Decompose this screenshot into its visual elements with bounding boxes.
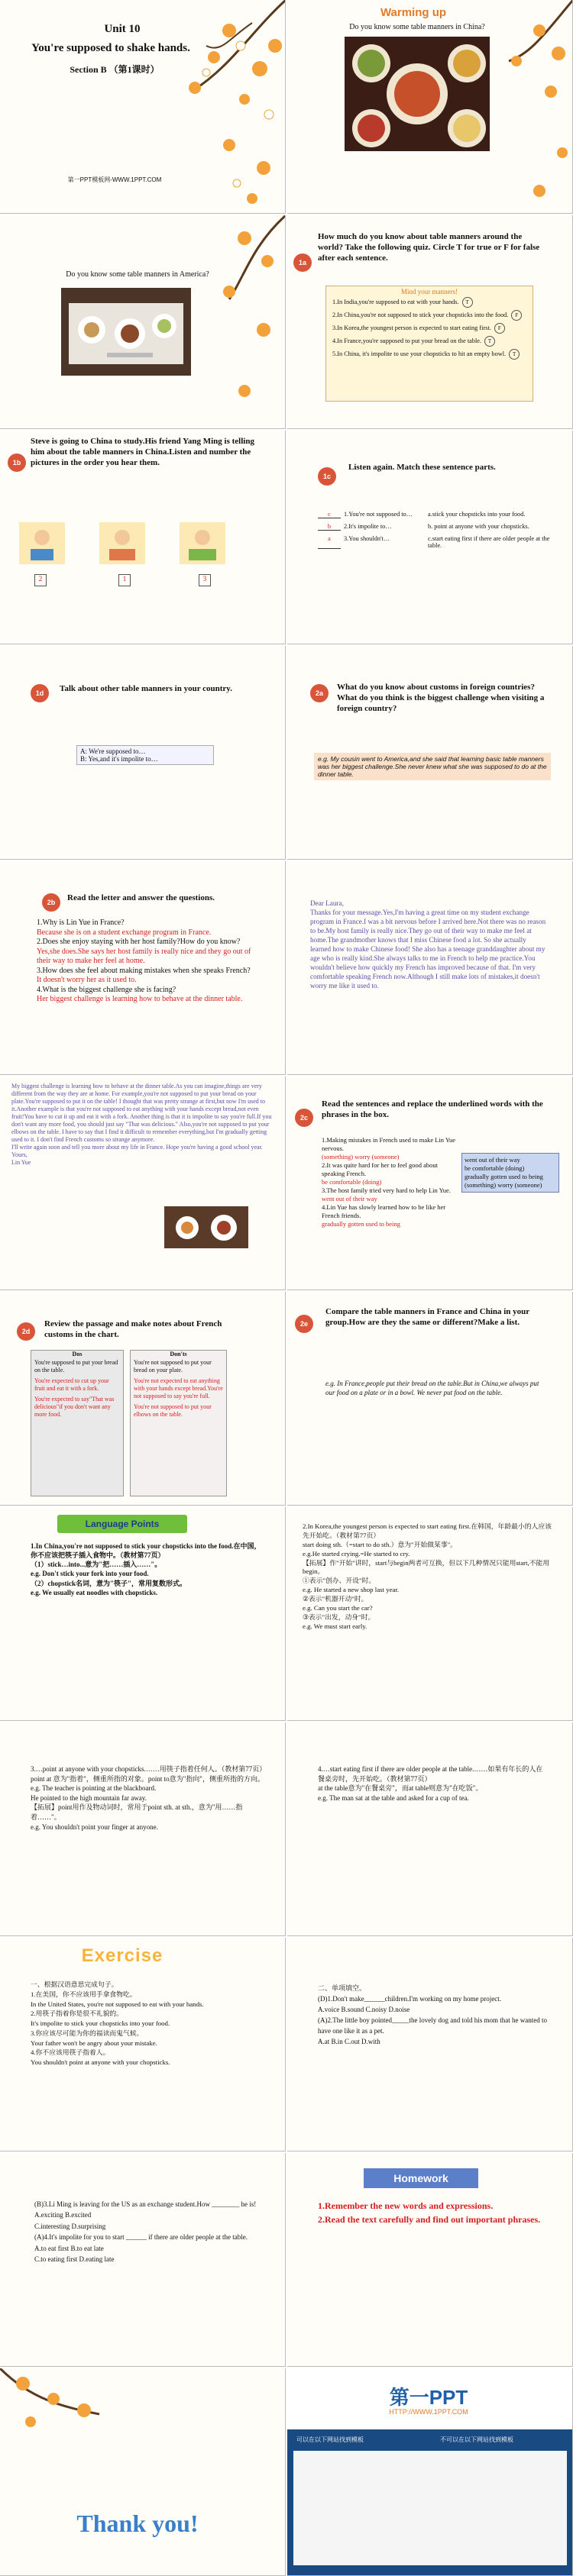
box-phrase: be comfortable (doing) xyxy=(465,1164,525,1173)
replacement-phrase: went out of their way xyxy=(322,1195,377,1203)
activity-tag: 1b xyxy=(8,454,26,472)
dos-column xyxy=(31,1350,124,1496)
question: 1.Why is Lin Yue in France? xyxy=(37,918,125,927)
match-right: c.start eating first if there are older people at the table. xyxy=(428,535,550,549)
quiz-heading: Mind your manners! xyxy=(401,288,458,295)
dialog-line-a: A: We're supposed to… xyxy=(80,747,146,755)
quiz-item-text: 2.In China,you're not supposed to stick your chopsticks into the food. xyxy=(332,312,509,318)
donts-column xyxy=(130,1350,227,1496)
language-points-banner: Language Points xyxy=(57,1515,187,1533)
dinner-photo xyxy=(164,1206,248,1248)
western-dinner-photo xyxy=(61,288,191,376)
answer: Because she is on a student exchange program in France. xyxy=(37,928,212,937)
homework-banner: Homework xyxy=(364,2168,478,2188)
slide-america-manners xyxy=(0,215,286,429)
activity-tag: 1a xyxy=(293,253,312,272)
donts-heading: Don'ts xyxy=(170,1351,187,1357)
link-list-panel xyxy=(293,2451,567,2565)
letter-text: Dear Laura, Thanks for your message.Yes,I'm having a great time on my student exchange program in France.I was a bit nervous before I arrived here.Not there was no reason to be.My host family is really nice.They go out of their way to make me feel at home.The grandmother knows that I miss Chinese food a lot. So she actually learned how to make Chinese food! She also has a teenage granddaughter about my age who is really kind.She always talks to me in French to help me practice.You wouldn't believe how quickly my French has improved because of that. I'm very comfortable speaking French now.Although I still make lots of mistakes,it doesn't worry me like it used to. xyxy=(310,899,546,989)
true-false-mark[interactable]: T xyxy=(484,336,495,347)
slide-language-points-2 xyxy=(287,1507,573,1721)
slide-exercise-2 xyxy=(287,1938,573,2152)
blossom-decoration xyxy=(0,2368,286,2576)
activity-instruction: Review the passage and make notes about French customs in the chart. xyxy=(44,1319,222,1339)
exercise-banner: Exercise xyxy=(81,1945,163,1966)
activity-instruction: Compare the table manners in France and China in your group.How are they the same or different?Make a list. xyxy=(325,1307,529,1327)
chinese-dishes-photo xyxy=(345,37,490,151)
dos-heading: Dos xyxy=(72,1351,83,1357)
replacement-phrase: (something) worry (someone) xyxy=(322,1153,400,1161)
question-text: Do you know some table manners in China? xyxy=(349,23,485,31)
quiz-item xyxy=(332,336,526,347)
match-table xyxy=(318,511,562,554)
match-left: 1.You're not supposed to… xyxy=(344,511,413,518)
activity-tag: 2a xyxy=(310,684,329,702)
point-text: 4.…start eating first if there are older people at the table.……如果有年长的人在餐桌旁时，先开始吃。（教材第77页） at the table意为"在餐桌旁"，而at table则意为"在吃饭"。 e.g. The man sat at the table and asked for a cup of tea. xyxy=(318,1765,543,1802)
true-false-mark[interactable]: T xyxy=(509,349,520,360)
answer: It doesn't worry her as it used to. xyxy=(37,976,137,984)
sentence: 1.Making mistakes in French used to make Lin Yue nervous. xyxy=(322,1136,456,1153)
activity-tag: 2e xyxy=(295,1315,313,1333)
replacement-phrase: gradually gotten used to being xyxy=(322,1220,400,1228)
quiz-item-text: 3.In Korea,the youngest person is expected to start eating first. xyxy=(332,324,491,331)
question: 4.What is the biggest challenge she is facing? xyxy=(37,985,176,994)
unit-label: Unit 10 xyxy=(104,23,141,35)
site-logo: 第一PPT xyxy=(389,2386,468,2409)
quiz-item xyxy=(332,310,526,321)
right-heading: 不可以在以下网站找到模板 xyxy=(440,2436,513,2443)
phrase-box xyxy=(461,1153,559,1193)
dialog-line-b: B: Yes,and it's impolite to… xyxy=(80,755,158,763)
quiz-list xyxy=(326,295,533,363)
picture-number-2: 1 xyxy=(118,574,131,586)
quiz-box xyxy=(325,286,533,402)
picture-number-1: 2 xyxy=(34,574,47,586)
point-text: 2.In Korea,the youngest person is expected to start eating first.在韩国，年龄最小的人应该先开始吃。（教材第77页） start doing sth.（=start to do sth.）意为"开始做某事"。 e.g.He started crying.=He started to cry. 【拓展】作"开始"讲时，start与begin两者可互换，但以下几种情况只能用start,不能用begin。 ①表示"创办、开设"时。 e.g. He started a new shop last year. ②表示"机器开动"时。 e.g. Can you start the car? ③表示"出发，动身"时。 e.g. We must start early. xyxy=(303,1522,552,1630)
slide-exercise-1 xyxy=(0,1938,286,2152)
slide-language-points-4 xyxy=(287,1722,573,1936)
donts-item-1: You're not supposed to put your bread on your plate. xyxy=(134,1359,212,1374)
activity-tag: 2c xyxy=(295,1109,313,1127)
dos-item-1: You're supposed to put your bread on the table. xyxy=(34,1359,118,1374)
activity-instruction: Listen again. Match these sentence parts. xyxy=(348,463,496,472)
example-box: e.g. My cousin went to America,and she said that learning basic table manners was her biggest challenge.She never knew what she was supposed to do at the dinner table. xyxy=(314,753,551,780)
slide-1d-talk xyxy=(0,646,286,860)
slide-letter-part1 xyxy=(287,861,573,1075)
slide-thank-you xyxy=(0,2368,286,2576)
box-phrase: (something) worry (someone) xyxy=(465,1181,542,1190)
match-row xyxy=(318,535,562,549)
letter-text: My biggest challenge is learning how to behave at the dinner table.As you can imagine,things are very different from the way they are at home. For example,you're not supposed to put your bread on your plate.You're supposed to put it on the table! I thought that was pretty strange at first,but now I'm used to it.Another example is that you're not supposed to eat anything with your hands except bread,not even fruit!You have to cut it up and eat it with a fork. Another thing is that it is impolite to say you're full.If you don't want any more food, you should just say "That was delicious." Also,you're not supposed to put your elbows on the table. I have to say that I find it difficult to remember everything,but I'm gradually getting used to it. I don't find French customs so strange anymore. I'll write again soon and tell you more about my life in France. Hope you're having a good school year. Yours, Lin Yue xyxy=(11,1083,272,1166)
activity-instruction: How much do you know about table manners around the world? Take the following quiz. Circle T for true or F for false after each sentence. xyxy=(318,232,540,263)
match-left: 2.It's impolite to… xyxy=(344,523,392,530)
promo-panel xyxy=(287,2429,573,2576)
homework-item-2: 2.Read the text carefully and find out important phrases. xyxy=(318,2214,541,2225)
section-label: Section B （第1课时） xyxy=(70,64,160,75)
match-right: a.stick your chopsticks into your food. xyxy=(428,511,526,518)
answer: Yes,she does.She says her host family is really nice and they go out of their way to make her feel at home. xyxy=(37,947,251,965)
sentence-list xyxy=(322,1136,459,1229)
match-left: 3.You shouldn't… xyxy=(344,535,390,542)
dos-item-3: You're expected to say"That was delicious"if you don't want any more food. xyxy=(34,1396,115,1418)
box-phrase: gradually gotten used to being xyxy=(465,1173,543,1181)
exercise-text: (B)3.Li Ming is leaving for the US as an exchange student.How ________ he is! A.exciting B.excited C.interesting D.surprising (A)4.It's impolite for you to start ______ if there are older people at the table. A.to eat first B.to eat late C.to eating first D.eating late xyxy=(34,2200,257,2263)
slide-2e-compare xyxy=(287,1292,573,1506)
dialog-box xyxy=(76,745,214,765)
match-answer[interactable]: c xyxy=(318,511,341,518)
exercise-text: 一、根据汉语意思完成句子。 1.在美国，你不应该用手拿食物吃。 In the United States, you're not supposed to eat with your hands. 2.用筷子指着你是很不礼貌的。 It's impolite to stick your chopsticks into your food. 3.你应该尽可能为你的福读而鬼气候。 Your father won't be angry about your mistake. 4.你不应该用筷子指着人。 You shouldn't point at anyone with your chopsticks. xyxy=(31,1980,204,2066)
donts-item-2: You're not expected to eat anything with your hands except bread.You're not supposed to say you're full. xyxy=(134,1377,223,1399)
activity-instruction: Talk about other table manners in your country. xyxy=(60,684,232,693)
slide-exercise-3 xyxy=(0,2153,286,2367)
slide-1c-match xyxy=(287,431,573,644)
answer: Her biggest challenge is learning how to behave at the dinner table. xyxy=(37,995,243,1003)
quiz-item-text: 4.In France,you're supposed to put your bread on the table. xyxy=(332,337,482,344)
warming-up-title: Warming up xyxy=(380,6,447,19)
match-row xyxy=(318,523,562,531)
point-text: 3.…point at anyone with your chopsticks.……用筷子指着任何人。（教材第77页） point at 意为"指着"，侧重所指的对象。point to意为"指向"，侧重所指的方向。 e.g. The teacher is pointing at the blackboard. He pointed to the high mountain far away. 【拓展】point用作及物动词时，常用于point sth. at sth.，意为"用……指着……"。 e.g. You shouldn't point your finger at anyone. xyxy=(31,1765,267,1831)
homework-item-1: 1.Remember the new words and expressions. xyxy=(318,2200,494,2211)
replacement-phrase: be comfortable (doing) xyxy=(322,1178,382,1186)
activity-tag: 1d xyxy=(31,684,49,702)
match-right: b. point at anyone with your chopsticks. xyxy=(428,523,529,530)
quiz-item xyxy=(332,323,526,334)
match-row xyxy=(318,511,562,518)
true-false-mark[interactable]: F xyxy=(511,310,522,321)
slide-2c-replace xyxy=(287,1077,573,1290)
lesson-title: You're supposed to shake hands. xyxy=(31,42,190,54)
quiz-item-text: 1.In India,you're supposed to eat with your hands. xyxy=(332,299,459,305)
slide-homework xyxy=(287,2153,573,2367)
thank-you-text: Thank you! xyxy=(76,2510,199,2537)
site-url[interactable]: HTTP://WWW.1PPT.COM xyxy=(389,2408,468,2416)
slide-1a-quiz xyxy=(287,215,573,429)
left-heading: 可以在以下网站找到模板 xyxy=(296,2436,364,2443)
slide-language-points-1 xyxy=(0,1507,286,1721)
true-false-mark[interactable]: F xyxy=(494,323,505,334)
activity-tag: 2b xyxy=(42,893,60,912)
match-answer[interactable]: b xyxy=(318,523,341,531)
slide-2b-questions xyxy=(0,861,286,1075)
question: 2.Does she enjoy staying with her host family?How do you know? xyxy=(37,938,241,946)
slide-language-points-3 xyxy=(0,1722,286,1936)
slide-warming-up xyxy=(287,0,573,214)
question-list xyxy=(37,918,266,1005)
slide-site-promo xyxy=(287,2368,573,2576)
slide-1b-listen xyxy=(0,431,286,644)
sentence: 4.Lin Yue has slowly learned how to be like her French friends. xyxy=(322,1203,446,1220)
quiz-item xyxy=(332,349,526,360)
activity-instruction: Read the letter and answer the questions. xyxy=(67,893,215,902)
homework-list xyxy=(318,2199,555,2226)
point-text: 1.In China,you're not supposed to stick your chopsticks into the food.在中国，你不应该把筷子插入食物中。（教材第77页） （1）stick…into...意为"把……插入……"。 e.g. Don't stick your fork into your food. （2）chopstick名词，意为"筷子"，常用复数形式。 e.g. We usually eat noodles with chopsticks. xyxy=(31,1542,261,1596)
slide-2d-notes xyxy=(0,1292,286,1506)
example-text: e.g. In France,people put their bread on the table.But in China,we always put our food on a plate or in a bowl. We never put food on the table. xyxy=(325,1380,539,1396)
slide-letter-part2 xyxy=(0,1077,286,1290)
dos-item-2: You're expected to cut up your fruit and eat it with a fork. xyxy=(34,1377,109,1392)
pictures-row xyxy=(19,522,248,576)
slide-title xyxy=(0,0,286,214)
sentence: 2.It was quite hard for her to feel good about speaking French. xyxy=(322,1161,439,1178)
picture-number-3: 3 xyxy=(199,574,211,586)
activity-tag: 1c xyxy=(318,467,336,486)
match-answer[interactable]: a xyxy=(318,535,341,549)
quiz-item-text: 5.In China, it's impolite to use your chopsticks to hit an empty bowl. xyxy=(332,350,507,357)
activity-instruction: Steve is going to China to study.His friend Yang Ming is telling him about the table manners in China.Listen and number the pictures in the order you hear them. xyxy=(31,437,254,467)
true-false-mark[interactable]: T xyxy=(462,297,473,308)
exercise-text: 二、单项填空。 (D)1.Don't make______children.I'm working on my home project. A.voice B.sound C.noisy D.noise (A)2.The little boy pointed_____the lovely dog and told his mom that he wanted to have one like it as a pet. A.at B.in C.out D.with xyxy=(318,1984,547,2045)
donts-item-3: You're not supposed to put your elbows on the table. xyxy=(134,1403,212,1418)
question: 3.How does she feel about making mistakes when she speaks French? xyxy=(37,966,251,975)
slide-2a-customs xyxy=(287,646,573,860)
box-phrase: went out of their way xyxy=(465,1156,520,1164)
site-footer: 第一PPT模板网-WWW.1PPT.COM xyxy=(67,176,162,183)
activity-instruction: Read the sentences and replace the underlined words with the phrases in the box. xyxy=(322,1099,543,1119)
sentence: 3.The host family tried very hard to help Lin Yue. xyxy=(322,1186,451,1195)
activity-instruction: What do you know about customs in foreign countries? What do you think is the biggest challenge when visiting a foreign country? xyxy=(337,683,545,713)
quiz-item xyxy=(332,297,526,308)
activity-tag: 2d xyxy=(17,1322,35,1341)
question-text: Do you know some table manners in America? xyxy=(66,270,209,279)
